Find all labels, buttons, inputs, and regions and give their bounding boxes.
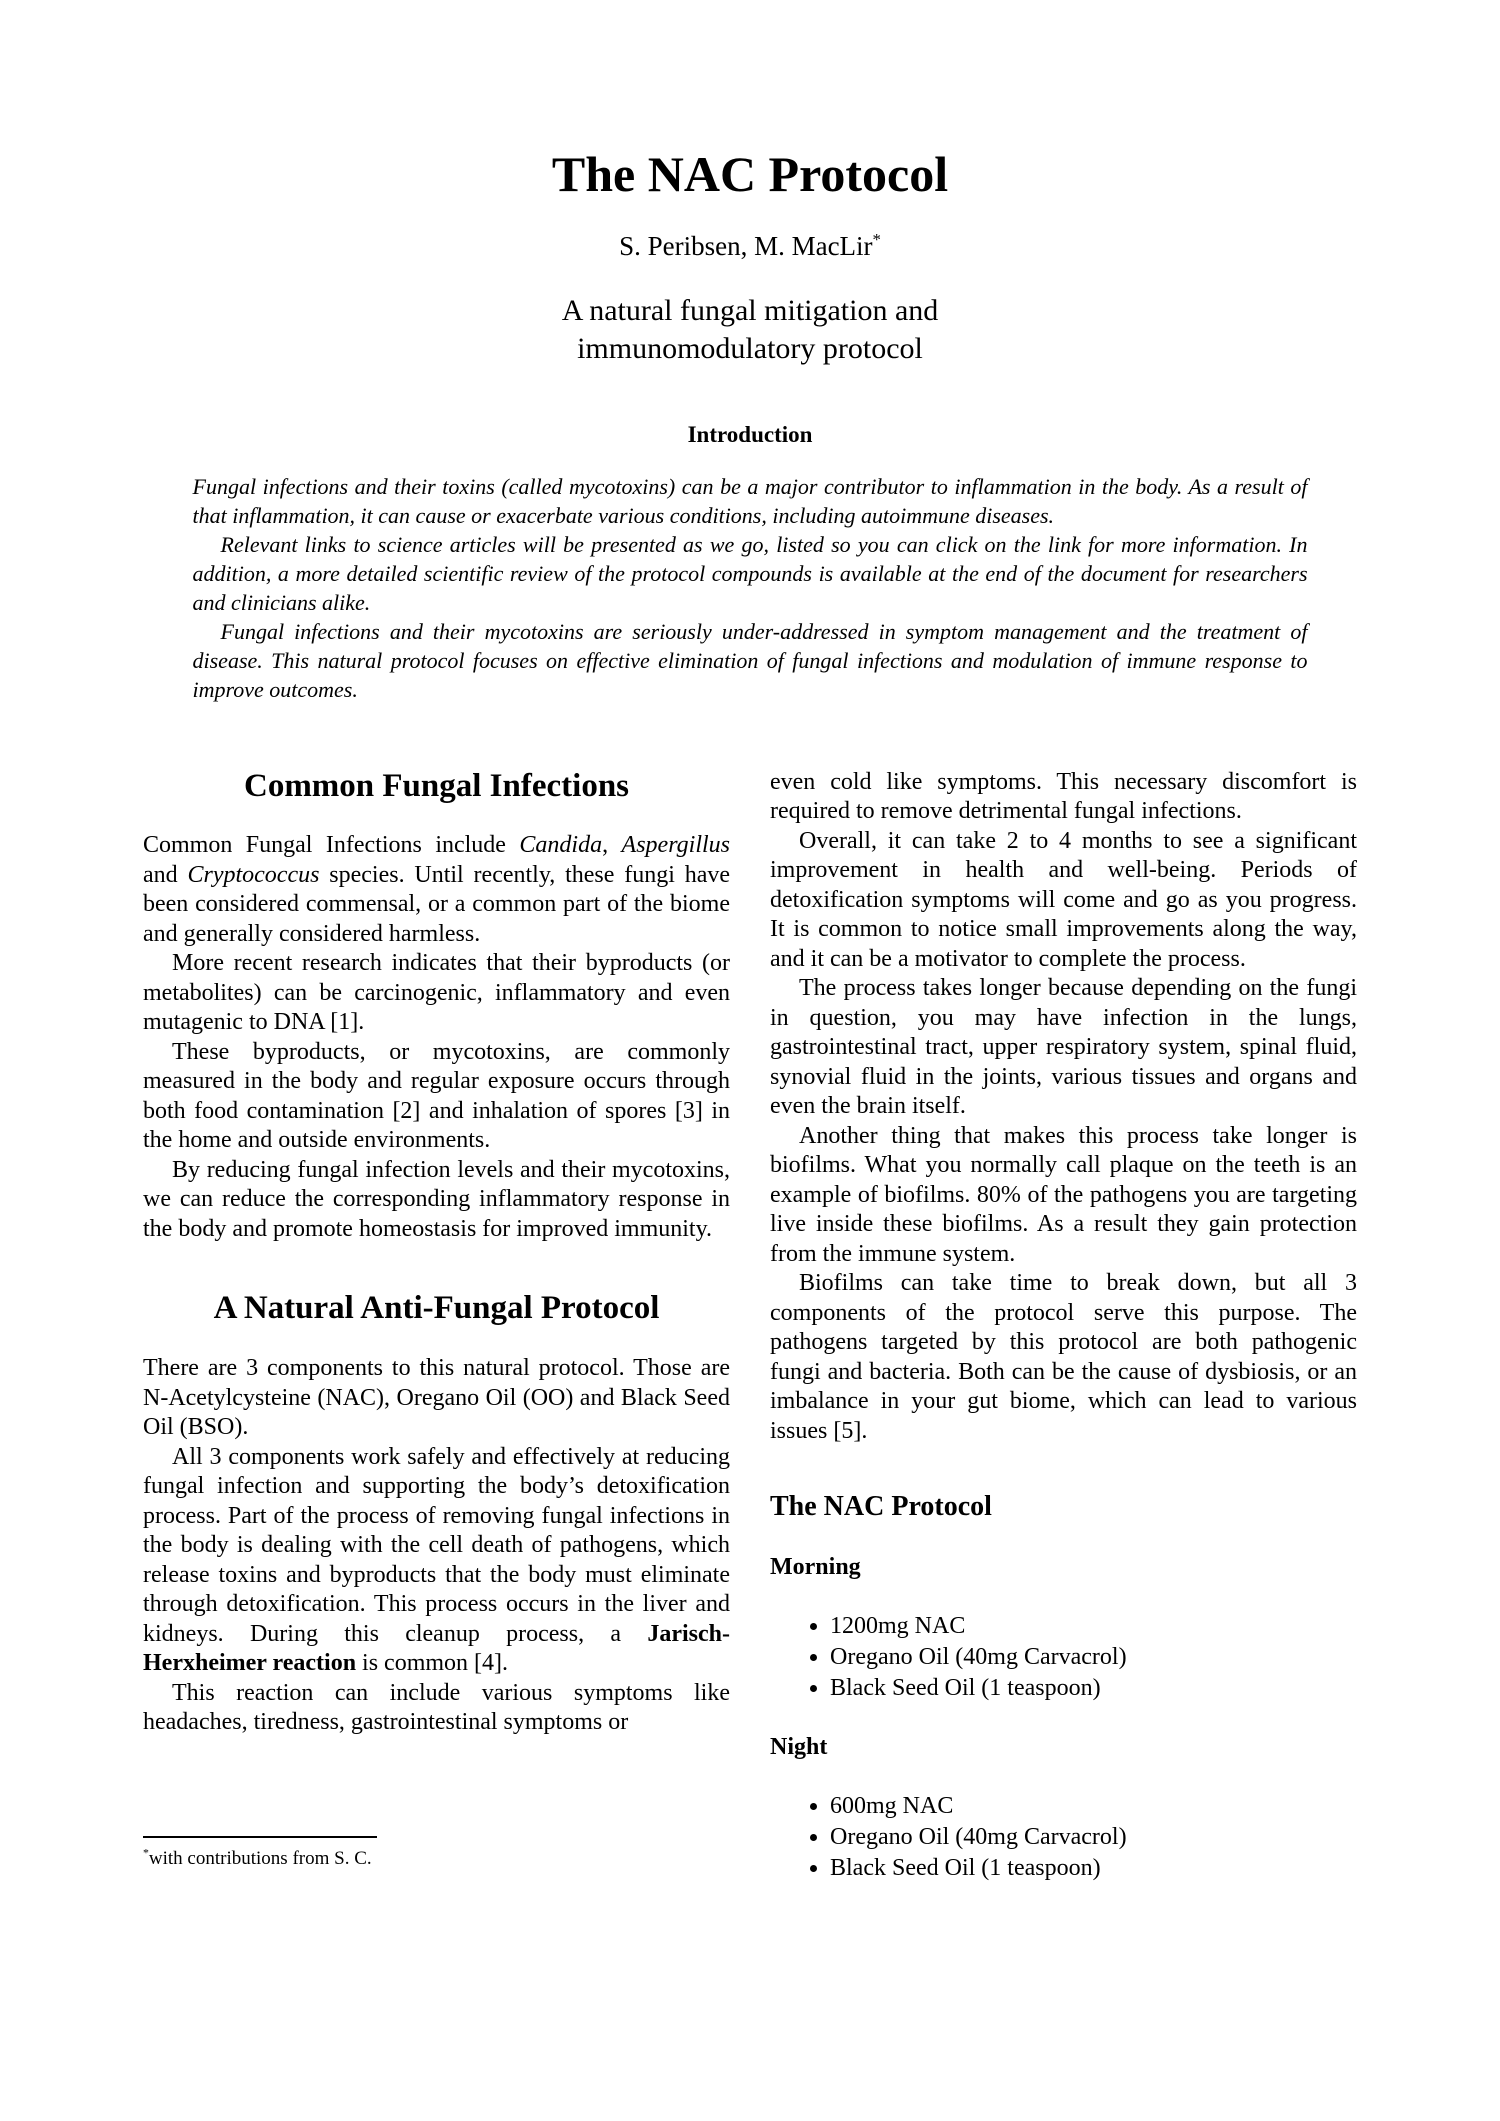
- subtitle-line-2: immunomodulatory protocol: [577, 331, 923, 365]
- left-column: [143, 768, 730, 1884]
- two-column-body: [143, 768, 1357, 1884]
- paragraph-text: Common Fungal Infections include: [143, 832, 520, 859]
- list-item: • 600mg NAC: [830, 1791, 1357, 1822]
- authors-names: S. Peribsen, M. MacLir: [619, 230, 873, 261]
- paragraph: even cold like symptoms. This necessary discomfort is required to remove detrimental fungal infections.: [770, 768, 1357, 824]
- list-item: • Oregano Oil (40mg Carvacrol): [830, 1642, 1357, 1673]
- paragraph-text: is common [4].: [356, 1650, 509, 1677]
- section-heading-natural-anti-fungal-protocol: A Natural Anti-Fungal Protocol: [213, 1290, 660, 1327]
- footnote: [143, 1836, 730, 1884]
- night-protocol-list: [770, 1791, 1357, 1884]
- morning-protocol-list: [770, 1611, 1357, 1704]
- subsubsection-heading-night: Night: [770, 1733, 828, 1760]
- abstract-heading: Introduction: [687, 421, 813, 447]
- subtitle-line-1: A natural fungal mitigation and: [561, 293, 939, 327]
- abstract-paragraph: Fungal infections and their mycotoxins are seriously under-addressed in symptom management and the treatment of disease. This natural protocol focuses on effective elimination of fungal infections and modulation of immune response to improve outcomes.: [192, 618, 1308, 702]
- species-name-italic: Aspergillus: [621, 832, 730, 859]
- footnote-body: with contributions from S. C.: [148, 1847, 372, 1869]
- paragraph-text: ,: [602, 832, 622, 859]
- paragraph: Biofilms can take time to break down, but all 3 components of the protocol serve this purpose. The pathogens targeted by this protocol are both pathogenic fungi and bacteria. Both can be the cause of dysbiosis, or an imbalance in your gut biome, which can lead to various issues [5].: [770, 1270, 1357, 1444]
- footnote-marker: *: [143, 1846, 149, 1860]
- right-column: [770, 768, 1357, 1884]
- paragraph: More recent research indicates that their byproducts (or metabolites) can be carcinogenic, inflammatory and even mutagenic to DNA [1].: [143, 950, 730, 1036]
- species-name-italic: Candida: [519, 832, 603, 859]
- list-item: • Oregano Oil (40mg Carvacrol): [830, 1822, 1357, 1853]
- paragraph-text: All 3 components work safely and effectively at reducing fungal infection and supporting the body’s detoxification process. Part of the process of removing fungal infections in the body is dealing with the cell death of pathogens, which release toxins and byproducts that the body must eliminate through detoxification. This process occurs in the liver and kidneys. During this cleanup process, a: [143, 1443, 730, 1647]
- jarisch-herxheimer-bold: Jarisch-Herxheimer reaction: [143, 1620, 730, 1677]
- abstract-paragraph: Relevant links to science articles will be presented as we go, listed so you can click on the link for more information. In addition, a more detailed scientific review of the protocol compounds is available at the end of the document for researchers and clinicians alike.: [192, 531, 1308, 615]
- author-footnote-marker: *: [872, 229, 881, 249]
- paragraph: There are 3 components to this natural protocol. Those are N-Acetylcysteine (NAC), Oregano Oil (OO) and Black Seed Oil (BSO).: [143, 1355, 730, 1441]
- species-name-italic: Cryptococcus: [187, 861, 320, 888]
- abstract-paragraph: Fungal infections and their toxins (called mycotoxins) can be a major contributor to inflammation in the body. As a result of that inflammation, it can cause or exacerbate various conditions, including autoimmune diseases.: [192, 473, 1308, 528]
- subsection-heading-nac-protocol: The NAC Protocol: [770, 1491, 992, 1522]
- paragraph: These byproducts, or mycotoxins, are commonly measured in the body and regular exposure occurs through both food contamination [2] and inhalation of spores [3] in the home and outside environments.: [143, 1038, 730, 1154]
- footnote-rule: [143, 1836, 377, 1838]
- paragraph-text: species. Until recently, these fungi have been considered commensal, or a common part of the biome and generally considered harmless.: [143, 861, 730, 947]
- paragraph: [143, 1443, 730, 1679]
- paragraph: [143, 831, 730, 949]
- list-item: • Black Seed Oil (1 teaspoon): [830, 1673, 1357, 1704]
- document-subtitle: [0, 292, 1500, 368]
- paragraph: The process takes longer because depending on the fungi in question, you may have infection in the lungs, gastrointestinal tract, upper respiratory system, spinal fluid, synovial fluid in the joints, various tissues and organs and even the brain itself.: [770, 975, 1357, 1119]
- section-heading-common-fungal-infections: Common Fungal Infections: [243, 767, 630, 804]
- paragraph: This reaction can include various symptoms like headaches, tiredness, gastrointestinal symptoms or: [143, 1679, 730, 1736]
- paragraph: Overall, it can take 2 to 4 months to see a significant improvement in health and well-being. Periods of detoxification symptoms will come and go as you progress. It is common to notice small improvements along the way, and it can be a motivator to complete the process.: [770, 827, 1357, 972]
- title-block: [0, 0, 1500, 368]
- paragraph: By reducing fungal infection levels and their mycotoxins, we can reduce the corresponding inflammatory response in the body and promote homeostasis for improved immunity.: [143, 1156, 730, 1242]
- footnote-text: [143, 1848, 730, 1870]
- list-item: • Black Seed Oil (1 teaspoon): [830, 1853, 1357, 1884]
- abstract-section: [193, 422, 1308, 704]
- subsubsection-heading-morning: Morning: [770, 1553, 861, 1580]
- page-title: The NAC Protocol: [551, 146, 949, 202]
- paragraph-text: and: [143, 861, 188, 888]
- authors-line: [0, 231, 1500, 262]
- paragraph: Another thing that makes this process take longer is biofilms. What you normally call plaque on the teeth is an example of biofilms. 80% of the pathogens you are targeting live inside these biofilms. As a result they gain protection from the immune system.: [770, 1122, 1357, 1267]
- list-item: • 1200mg NAC: [830, 1611, 1357, 1642]
